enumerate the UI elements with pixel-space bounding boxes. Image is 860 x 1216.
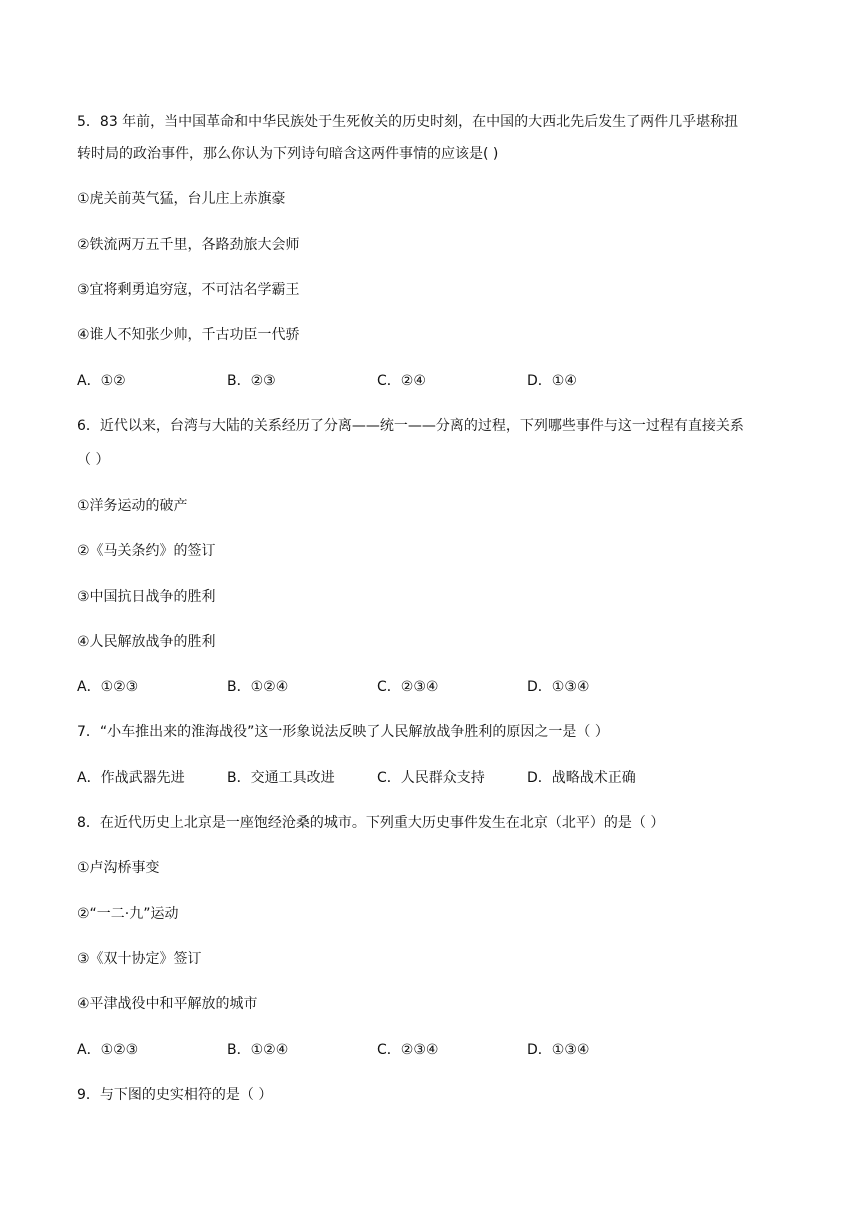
question-6-stem-line-1: 6．近代以来，台湾与大陆的关系经历了分离——统一——分离的过程，下列哪些事件与这一过程有直接关系 (77, 418, 744, 434)
question-7-options (77, 768, 797, 788)
question-6-item-3: ③中国抗日战争的胜利 (77, 589, 216, 605)
question-5-stem-line-1: 5．83 年前，当中国革命和中华民族处于生死攸关的历史时刻，在中国的大西北先后发生了两件几乎堪称扭 (77, 114, 739, 130)
question-6-options (77, 677, 797, 697)
option-c: C．②④ (377, 373, 426, 389)
option-b: B．交通工具改进 (227, 770, 335, 786)
option-c: C．②③④ (377, 1042, 439, 1058)
option-b: B．①②④ (227, 679, 289, 695)
question-5-item-4: ④谁人不知张少帅，千古功臣一代骄 (77, 327, 300, 343)
question-5-stem-line-2: 转时局的政治事件，那么你认为下列诗句暗含这两件事情的应该是( ) (77, 146, 499, 162)
option-a: A．①②③ (77, 679, 139, 695)
option-c: C．②③④ (377, 679, 439, 695)
question-8-item-3: ③《双十协定》签订 (77, 951, 202, 967)
question-6-item-1: ①洋务运动的破产 (77, 498, 188, 514)
question-8-item-1: ①卢沟桥事变 (77, 860, 160, 876)
question-8-item-2: ②“一二·九”运动 (77, 906, 179, 922)
option-a: A．①②③ (77, 1042, 139, 1058)
option-d: D．①④ (527, 373, 577, 389)
option-d: D．①③④ (527, 679, 590, 695)
question-5-options (77, 371, 797, 391)
option-a: A．①② (77, 373, 126, 389)
question-8-options (77, 1040, 797, 1060)
option-d: D．①③④ (527, 1042, 590, 1058)
question-6-item-2: ②《马关条约》的签订 (77, 543, 216, 559)
question-5-item-3: ③宜将剩勇追穷寇，不可沽名学霸王 (77, 282, 300, 298)
question-6-stem-line-2: （ ） (77, 452, 110, 468)
question-8-item-4: ④平津战役中和平解放的城市 (77, 996, 258, 1012)
question-7-stem-line-1: 7．“小车推出来的淮海战役”这一形象说法反映了人民解放战争胜利的原因之一是（ ） (77, 724, 609, 740)
question-5-item-2: ②铁流两万五千里，各路劲旅大会师 (77, 237, 300, 253)
option-b: B．①②④ (227, 1042, 289, 1058)
question-5-item-1: ①虎关前英气猛，台儿庄上赤旗豪 (77, 191, 286, 207)
option-a: A．作战武器先进 (77, 770, 185, 786)
option-d: D．战略战术正确 (527, 770, 636, 786)
question-6-item-4: ④人民解放战争的胜利 (77, 634, 216, 650)
option-b: B．②③ (227, 373, 276, 389)
question-9-stem-line-1: 9．与下图的史实相符的是（ ） (77, 1087, 273, 1103)
option-c: C．人民群众支持 (377, 770, 485, 786)
question-8-stem-line-1: 8．在近代历史上北京是一座饱经沧桑的城市。下列重大历史事件发生在北京（北平）的是（ ） (77, 815, 665, 831)
